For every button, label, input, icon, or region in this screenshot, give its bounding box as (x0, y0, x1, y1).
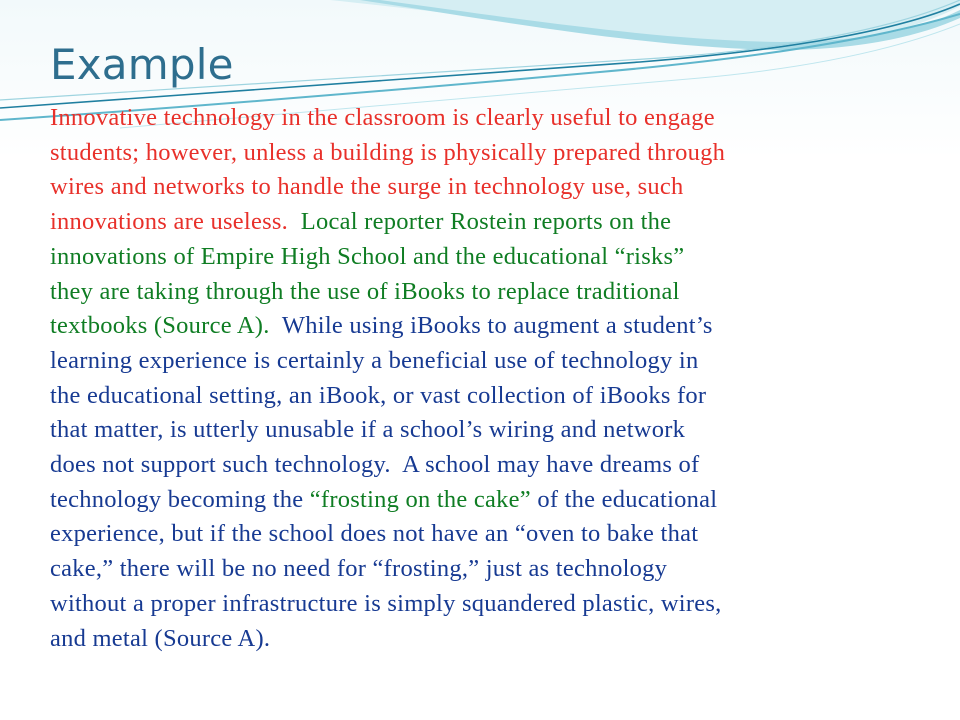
text-line (50, 413, 940, 448)
text-segment-green: they are taking through the use of iBooks to replace traditional (50, 277, 680, 305)
body-paragraph (50, 101, 940, 656)
text-line (50, 205, 940, 240)
text-segment-green: innovations of Empire High School and the educational “risks” (50, 242, 685, 270)
text-line (50, 552, 940, 587)
text-line (50, 275, 940, 310)
text-line (50, 622, 940, 657)
text-segment-red: innovations are useless. (50, 208, 289, 236)
text-segment-blue: cake,” there will be no need for “frosting,” just as technology (50, 555, 668, 583)
text-line (50, 170, 940, 205)
text-line (50, 136, 940, 171)
text-segment-blue: While using iBooks to augment a student’s (269, 312, 713, 340)
text-line (50, 517, 940, 552)
text-line (50, 483, 940, 518)
text-segment-blue: the educational setting, an iBook, or vast collection of iBooks for (50, 381, 707, 409)
text-segment-blue: does not support such technology. A school may have dreams of (50, 451, 700, 479)
text-line (50, 587, 940, 622)
text-segment-red: wires and networks to handle the surge in technology use, such (50, 173, 684, 201)
text-segment-blue: learning experience is certainly a beneficial use of technology in (50, 346, 699, 374)
text-segment-green: Local reporter Rostein reports on the (288, 208, 672, 236)
text-segment-blue: without a proper infrastructure is simply squandered plastic, wires, (50, 589, 722, 617)
text-segment-blue: technology becoming the (50, 485, 310, 513)
slide-title: Example (50, 40, 234, 89)
text-segment-blue: and metal (Source A). (50, 624, 271, 652)
text-segment-blue: that matter, is utterly unusable if a school’s wiring and network (50, 416, 686, 444)
text-segment-green: “frosting on the cake” (309, 485, 531, 513)
text-line (50, 379, 940, 414)
text-segment-blue: of the educational (530, 485, 718, 513)
text-segment-green: textbooks (Source A). (50, 312, 270, 340)
text-line (50, 448, 940, 483)
text-line (50, 101, 940, 136)
text-line (50, 344, 940, 379)
text-segment-red: Innovative technology in the classroom is clearly useful to engage (50, 104, 715, 131)
text-line (50, 309, 940, 344)
text-segment-red: students; however, unless a building is physically prepared through (50, 138, 726, 166)
text-line (50, 240, 940, 275)
text-segment-blue: experience, but if the school does not have an “oven to bake that (50, 520, 699, 548)
